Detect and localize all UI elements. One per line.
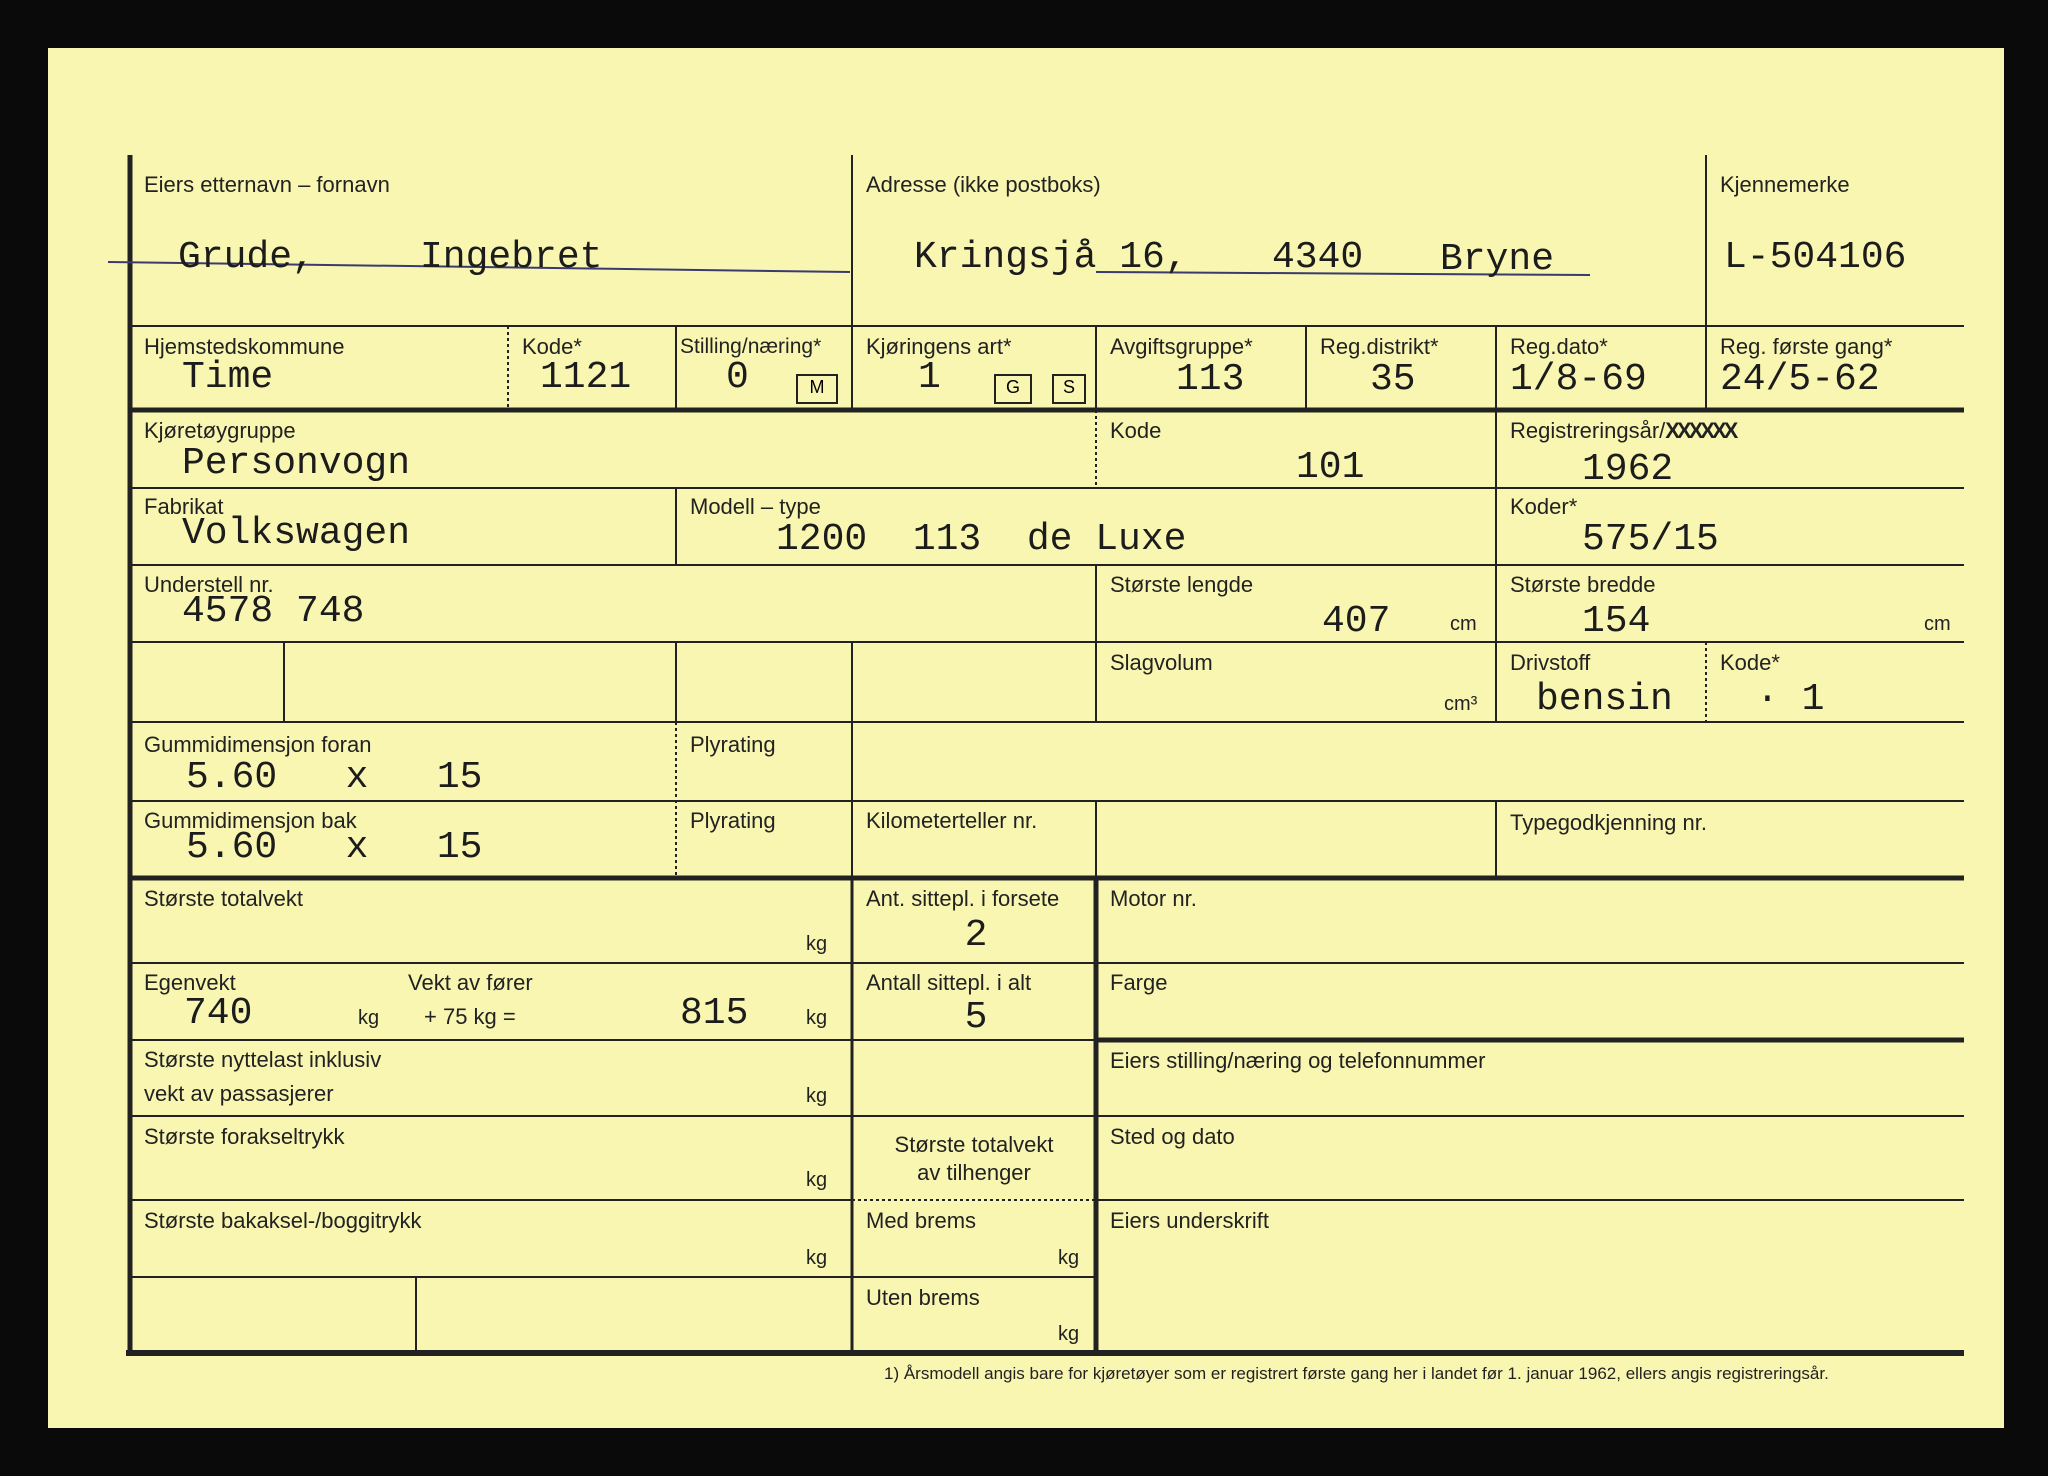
front-seats-value: 2	[964, 914, 988, 957]
fuel-code-label: Kode*	[1720, 650, 1780, 675]
curb-total-unit: kg	[806, 1007, 828, 1029]
owner-name-label: Eiers etternavn – fornavn	[144, 172, 390, 197]
plate-label: Kjennemerke	[1720, 172, 1850, 197]
vehicle-group-label: Kjøretøygruppe	[144, 418, 296, 443]
total-seats-value: 5	[964, 996, 988, 1039]
reg-year-struck-text: XXXXXX	[1665, 418, 1736, 443]
reg-year-value: 1962	[1582, 448, 1674, 491]
municipality-value: Time	[182, 356, 274, 399]
model-value: 1200 113 de Luxe	[776, 518, 1187, 561]
max-length-value: 407	[1322, 600, 1391, 643]
reg-date-value: 1/8-69	[1510, 358, 1647, 401]
max-width-unit: cm	[1924, 613, 1951, 635]
rear-tyre-value: 5.60 x 15	[186, 826, 483, 869]
front-seats-label: Ant. sittepl. i forsete	[866, 886, 1060, 911]
front-plyrating-label: Plyrating	[690, 732, 776, 757]
reg-district-label: Reg.distrikt*	[1320, 334, 1439, 359]
max-total-weight-label: Største totalvekt	[144, 886, 303, 911]
curb-weight-unit: kg	[358, 1007, 380, 1029]
curb-weight-value: 740	[184, 992, 253, 1035]
owner-surname: Grude,	[178, 236, 315, 279]
reg-year-label-text: Registreringsår/	[1510, 418, 1666, 443]
place-date-label: Sted og dato	[1110, 1124, 1235, 1149]
fuel-code-value: · 1	[1756, 678, 1825, 721]
address-street: Kringsjå 16,	[914, 236, 1188, 279]
reg-year-label	[1510, 418, 1735, 444]
fee-group-label: Avgiftsgruppe*	[1110, 334, 1253, 359]
trailer-weight-label-line2: av tilhenger	[917, 1160, 1031, 1185]
fuel-label: Drivstoff	[1510, 650, 1591, 675]
rear-axle-load-unit: kg	[806, 1247, 828, 1269]
municipality-label: Hjemstedskommune	[144, 334, 345, 359]
driver-weight-formula: + 75 kg =	[424, 1004, 516, 1029]
front-tyre-value: 5.60 x 15	[186, 756, 483, 799]
max-width-value: 154	[1582, 600, 1651, 643]
driving-s-box: S	[1052, 374, 1086, 404]
payload-label-line1: Største nyttelast inklusiv	[144, 1047, 382, 1072]
owner-signature-label: Eiers underskrift	[1110, 1208, 1269, 1233]
rear-tyre-label: Gummidimensjon bak	[144, 808, 357, 833]
without-brakes-label: Uten brems	[866, 1285, 980, 1310]
type-approval-label: Typegodkjenning nr.	[1510, 810, 1707, 835]
first-reg-label: Reg. første gang*	[1720, 334, 1893, 359]
colour-label: Farge	[1110, 970, 1168, 995]
municipality-code-label: Kode*	[522, 334, 582, 359]
reg-district-value: 35	[1370, 358, 1416, 401]
address-city: Bryne	[1440, 238, 1555, 281]
driving-type-value: 1	[918, 356, 941, 399]
driving-type-label: Kjøringens art*	[866, 334, 1012, 359]
make-value: Volkswagen	[182, 512, 411, 555]
driver-weight-label: Vekt av fører	[408, 970, 533, 995]
address-label: Adresse (ikke postboks)	[866, 172, 1101, 197]
model-label: Modell – type	[690, 494, 821, 519]
payload-label-line2: vekt av passasjerer	[144, 1081, 334, 1106]
vehicle-group-value: Personvogn	[182, 442, 411, 485]
first-reg-value: 24/5-62	[1720, 358, 1880, 401]
payload-unit: kg	[806, 1085, 828, 1107]
front-axle-load-label: Største forakseltrykk	[144, 1124, 345, 1149]
vehicle-group-code-value: 101	[1296, 446, 1365, 489]
with-brakes-label: Med brems	[866, 1208, 977, 1233]
total-seats-label: Antall sittepl. i alt	[866, 970, 1032, 995]
with-brakes-unit: kg	[1058, 1247, 1080, 1269]
codes-label: Koder*	[1510, 494, 1578, 519]
max-length-unit: cm	[1450, 613, 1477, 635]
vehicle-group-code-label: Kode	[1110, 418, 1162, 443]
rear-axle-load-label: Største bakaksel-/boggitrykk	[144, 1208, 422, 1233]
driving-g-box: G	[994, 374, 1032, 404]
front-axle-load-unit: kg	[806, 1169, 828, 1191]
fee-group-value: 113	[1176, 358, 1245, 401]
footnote: 1) Årsmodell angis bare for kjøretøyer som er registrert første gang her i landet før 1. januar 1962, ellers angis registreringsår.	[884, 1364, 1829, 1383]
occupation-m-box: M	[796, 374, 838, 404]
front-tyre-label: Gummidimensjon foran	[144, 732, 372, 757]
codes-value: 575/15	[1582, 518, 1719, 561]
displacement-unit: cm³	[1444, 693, 1478, 715]
occupation-value: 0	[726, 356, 749, 399]
occupation-label: Stilling/næring*	[680, 335, 822, 358]
make-label: Fabrikat	[144, 494, 224, 519]
trailer-weight-label-line1: Største totalvekt	[894, 1132, 1054, 1157]
owner-firstname: Ingebret	[420, 236, 603, 279]
reg-date-label: Reg.dato*	[1510, 334, 1608, 359]
fuel-value: bensin	[1536, 678, 1673, 721]
curb-total-value: 815	[680, 992, 749, 1035]
rear-plyrating-label: Plyrating	[690, 808, 776, 833]
without-brakes-unit: kg	[1058, 1323, 1080, 1345]
curb-weight-label: Egenvekt	[144, 970, 236, 995]
plate-number: L-504106	[1724, 236, 1907, 279]
address-postcode: 4340	[1272, 236, 1364, 279]
max-total-weight-unit: kg	[806, 933, 828, 955]
displacement-label: Slagvolum	[1110, 650, 1213, 675]
chassis-label: Understell nr.	[144, 572, 274, 597]
municipality-code-value: 1121	[540, 356, 632, 399]
owner-occupation-phone-label: Eiers stilling/næring og telefonnummer	[1110, 1048, 1486, 1073]
max-width-label: Største bredde	[1510, 572, 1656, 597]
odometer-label: Kilometerteller nr.	[866, 808, 1038, 833]
motor-number-label: Motor nr.	[1110, 886, 1197, 911]
chassis-value: 4578 748	[182, 590, 365, 633]
max-length-label: Største lengde	[1110, 572, 1254, 597]
